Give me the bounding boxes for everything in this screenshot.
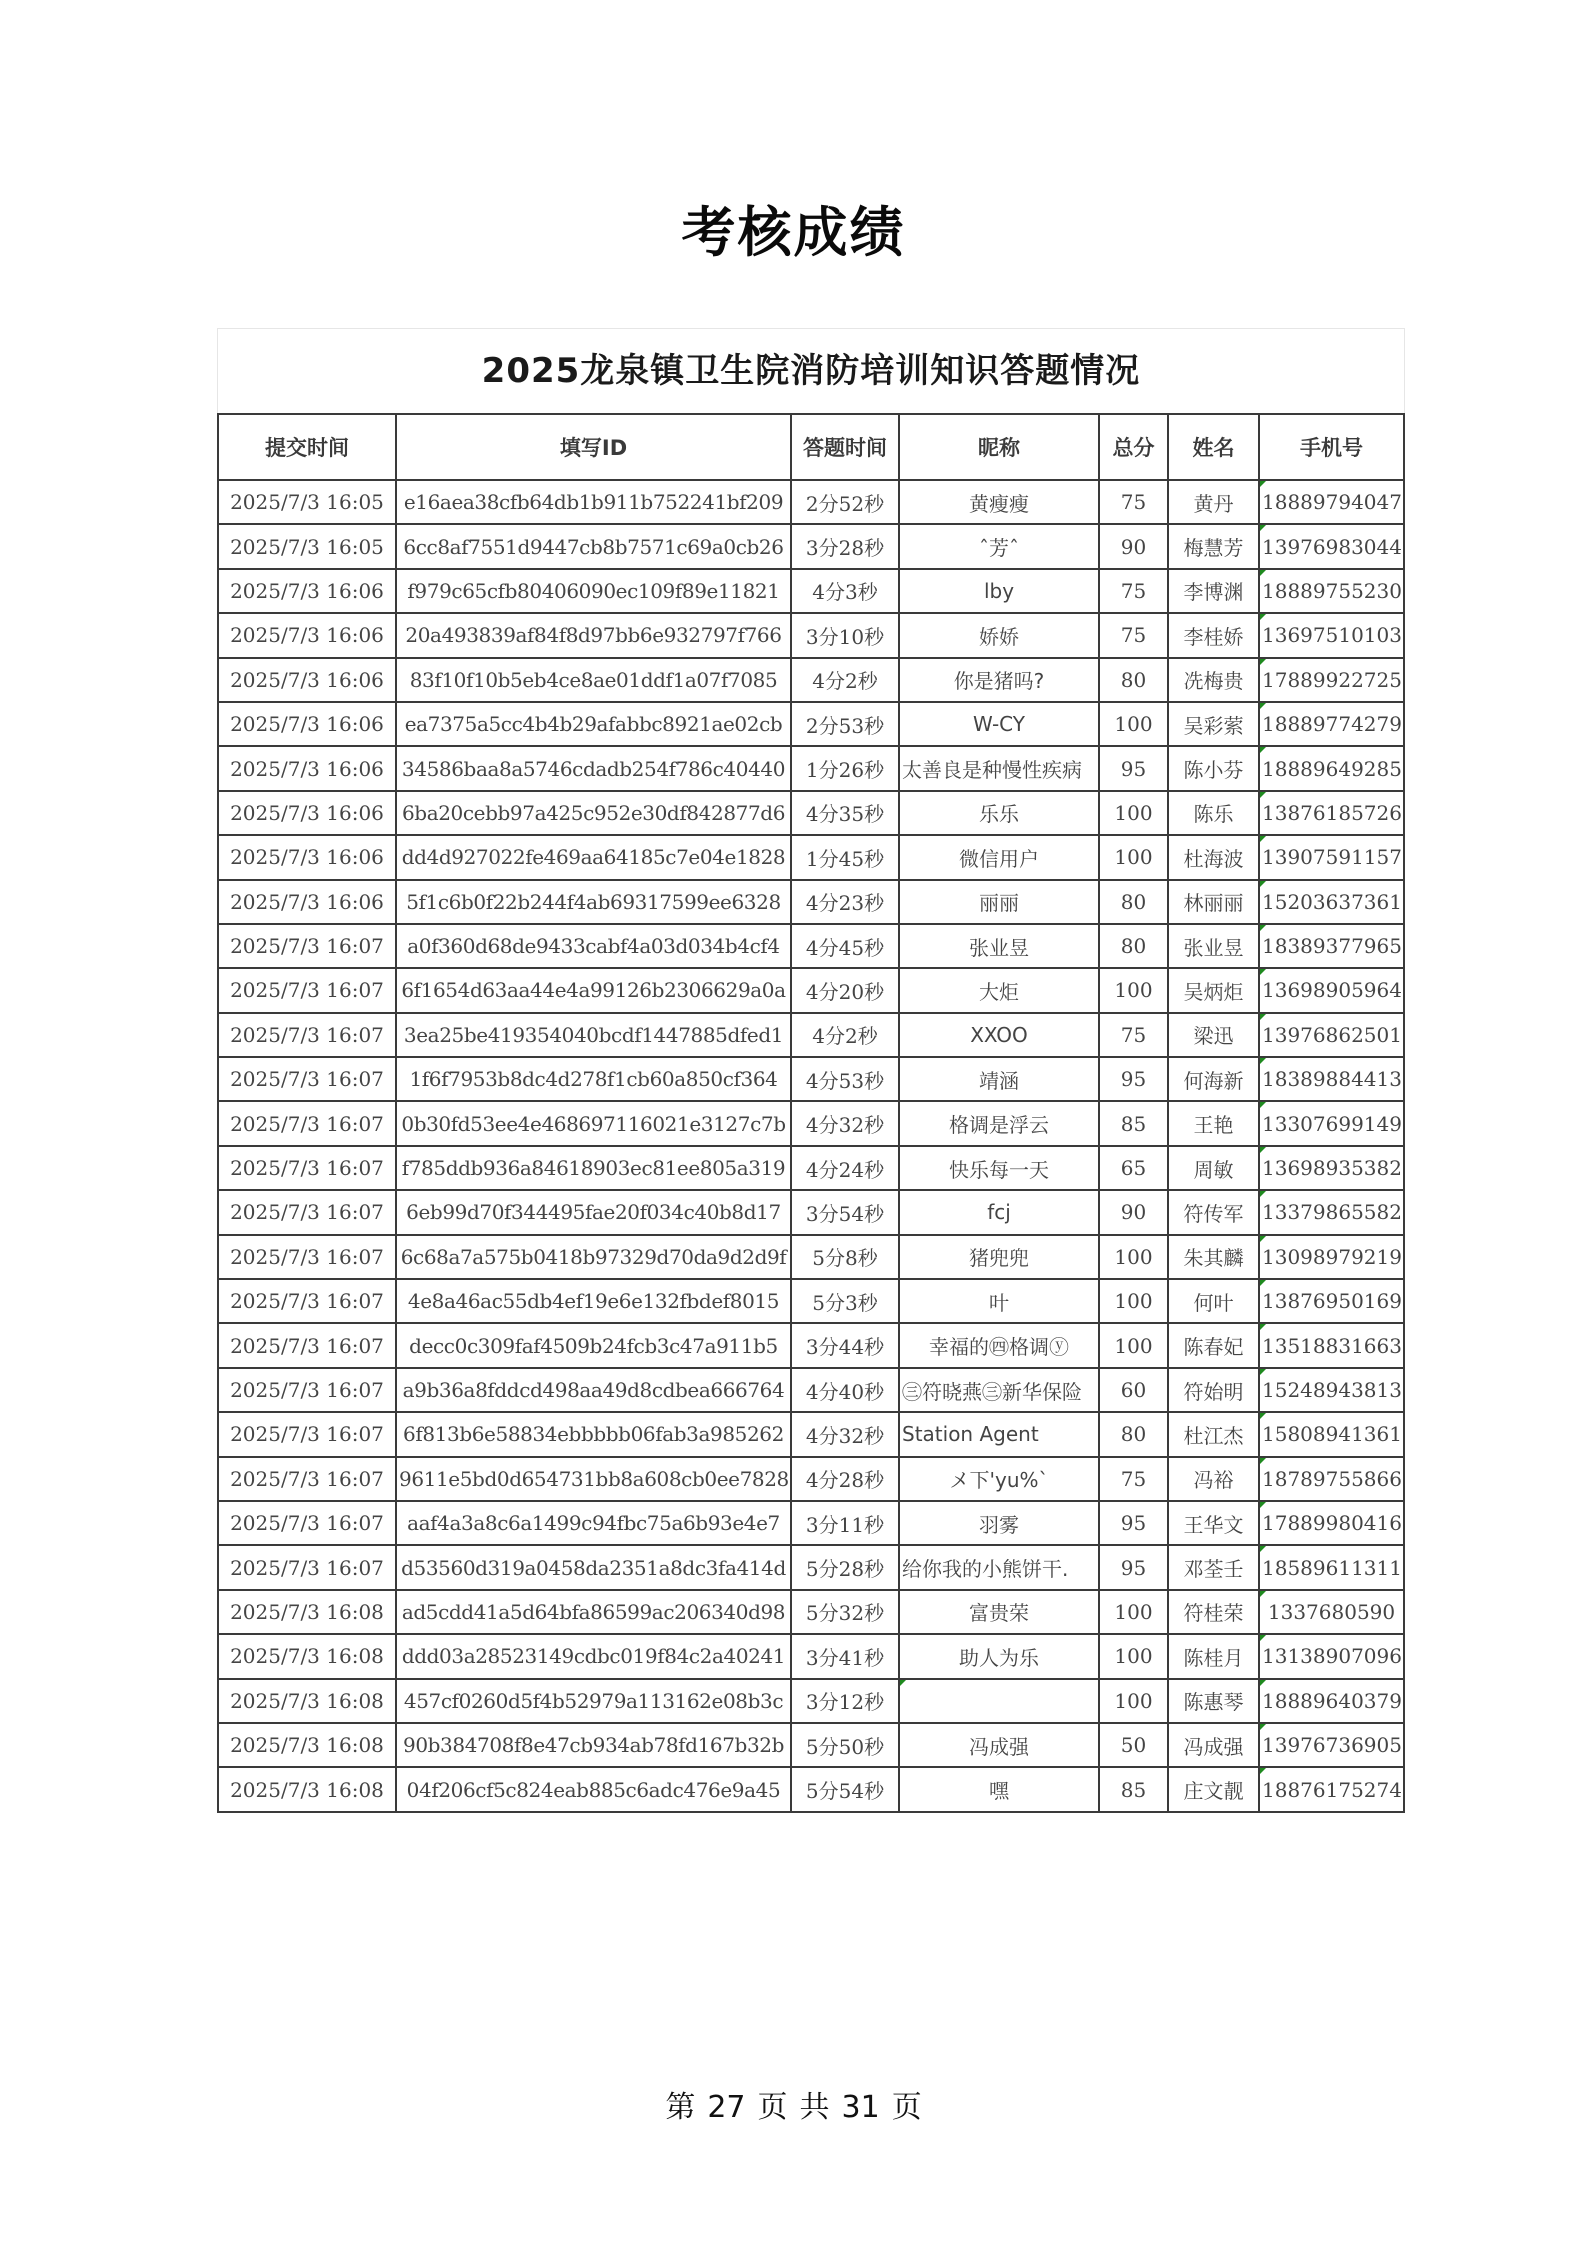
cell-total-score: 100 [1099,968,1168,1012]
cell-fill-id: e16aea38cfb64db1b911b752241bf209 [396,480,791,524]
cell-answer-duration: 4分2秒 [791,658,899,702]
cell-name: 符桂荣 [1168,1590,1259,1634]
cell-answer-duration: 2分53秒 [791,702,899,746]
cell-answer-duration: 5分32秒 [791,1590,899,1634]
cell-total-score: 95 [1099,1057,1168,1101]
cell-answer-duration: 1分26秒 [791,746,899,790]
cell-nickname: 快乐每一天 [899,1146,1099,1190]
cell-fill-id: ea7375a5cc4b4b29afabbc8921ae02cb [396,702,791,746]
cell-answer-duration: 4分53秒 [791,1057,899,1101]
cell-answer-duration: 5分50秒 [791,1723,899,1767]
cell-fill-id: 3ea25be419354040bcdf1447885dfed1 [396,1013,791,1057]
table-row [218,1368,1404,1412]
cell-phone: 1337680590 [1259,1590,1404,1634]
cell-fill-id: 6ba20cebb97a425c952e30df842877d6 [396,791,791,835]
table-row [218,1501,1404,1545]
cell-name: 邓荃壬 [1168,1545,1259,1589]
cell-phone: 13697510103 [1259,613,1404,657]
table-row [218,1279,1404,1323]
cell-answer-duration: 4分32秒 [791,1101,899,1145]
cell-submit-time: 2025/7/3 16:07 [218,1412,396,1456]
footer-total-word: 共 [799,2090,830,2125]
cell-nickname [899,1679,1099,1723]
column-header-nickname: 昵称 [899,414,1099,480]
cell-name: 陈桂月 [1168,1634,1259,1678]
cell-total-score: 80 [1099,880,1168,924]
cell-answer-duration: 4分2秒 [791,1013,899,1057]
cell-nickname: 你是猪吗? [899,658,1099,702]
table-row [218,1013,1404,1057]
cell-nickname: 助人为乐 [899,1634,1099,1678]
cell-phone: 13379865582 [1259,1190,1404,1234]
page-title: 考核成绩 [681,201,906,264]
cell-phone: 13518831663 [1259,1323,1404,1367]
cell-fill-id: 90b384708f8e47cb934ab78fd167b32b [396,1723,791,1767]
cell-answer-duration: 4分3秒 [791,569,899,613]
cell-nickname: ㊂符晓燕㊂新华保险 [899,1368,1099,1412]
cell-total-score: 75 [1099,1457,1168,1501]
cell-answer-duration: 2分52秒 [791,480,899,524]
cell-name: 符始明 [1168,1368,1259,1412]
cell-submit-time: 2025/7/3 16:07 [218,1013,396,1057]
cell-name: 吴彩萦 [1168,702,1259,746]
cell-phone: 13307699149 [1259,1101,1404,1145]
cell-name: 陈小芬 [1168,746,1259,790]
cell-answer-duration: 3分10秒 [791,613,899,657]
footer-page-word: 页 [757,2090,788,2125]
score-sheet [217,328,1405,1813]
cell-name: 周敏 [1168,1146,1259,1190]
cell-submit-time: 2025/7/3 16:07 [218,924,396,968]
cell-answer-duration: 3分54秒 [791,1190,899,1234]
cell-name: 梁迅 [1168,1013,1259,1057]
cell-total-score: 95 [1099,1545,1168,1589]
cell-name: 梅慧芳 [1168,524,1259,568]
table-row [218,1457,1404,1501]
table-body [218,480,1404,1812]
cell-submit-time: 2025/7/3 16:08 [218,1723,396,1767]
cell-name: 庄文靓 [1168,1767,1259,1811]
cell-phone: 13976862501 [1259,1013,1404,1057]
cell-nickname: fcj [899,1190,1099,1234]
table-row [218,746,1404,790]
cell-name: 朱其麟 [1168,1235,1259,1279]
cell-phone: 18889649285 [1259,746,1404,790]
cell-name: 李桂娇 [1168,613,1259,657]
cell-answer-duration: 5分54秒 [791,1767,899,1811]
cell-total-score: 75 [1099,480,1168,524]
table-row [218,1723,1404,1767]
cell-name: 杜海波 [1168,835,1259,879]
cell-fill-id: 6c68a7a575b0418b97329d70da9d2d9f [396,1235,791,1279]
cell-submit-time: 2025/7/3 16:07 [218,1457,396,1501]
cell-name: 陈惠琴 [1168,1679,1259,1723]
cell-submit-time: 2025/7/3 16:05 [218,524,396,568]
cell-answer-duration: 4分35秒 [791,791,899,835]
cell-name: 冯成强 [1168,1723,1259,1767]
cell-fill-id: ad5cdd41a5d64bfa86599ac206340d98 [396,1590,791,1634]
column-header-submit-time: 提交时间 [218,414,396,480]
cell-answer-duration: 5分8秒 [791,1235,899,1279]
cell-total-score: 95 [1099,1501,1168,1545]
table-row [218,1235,1404,1279]
table-row [218,1323,1404,1367]
cell-phone: 13976736905 [1259,1723,1404,1767]
cell-nickname: 幸福的㊃格调ⓨ [899,1323,1099,1367]
cell-phone: 13698905964 [1259,968,1404,1012]
footer-current-page: 27 [707,2090,746,2125]
cell-total-score: 100 [1099,791,1168,835]
cell-phone: 13698935382 [1259,1146,1404,1190]
footer-suffix: 页 [891,2090,922,2125]
cell-name: 杜江杰 [1168,1412,1259,1456]
cell-phone: 13138907096 [1259,1634,1404,1678]
cell-submit-time: 2025/7/3 16:06 [218,613,396,657]
cell-nickname: 张业昱 [899,924,1099,968]
cell-name: 王艳 [1168,1101,1259,1145]
column-header-answer-duration: 答题时间 [791,414,899,480]
cell-name: 符传军 [1168,1190,1259,1234]
column-header-fill-id: 填写ID [396,414,791,480]
cell-fill-id: a9b36a8fddcd498aa49d8cdbea666764 [396,1368,791,1412]
cell-nickname: 乐乐 [899,791,1099,835]
cell-fill-id: 5f1c6b0f22b244f4ab69317599ee6328 [396,880,791,924]
cell-name: 陈春妃 [1168,1323,1259,1367]
cell-total-score: 100 [1099,1279,1168,1323]
cell-total-score: 95 [1099,746,1168,790]
cell-total-score: 60 [1099,1368,1168,1412]
cell-fill-id: 6cc8af7551d9447cb8b7571c69a0cb26 [396,524,791,568]
cell-name: 陈乐 [1168,791,1259,835]
column-header-total-score: 总分 [1099,414,1168,480]
table-row [218,524,1404,568]
cell-submit-time: 2025/7/3 16:07 [218,1101,396,1145]
table-row [218,1101,1404,1145]
cell-nickname: 羽雾 [899,1501,1099,1545]
cell-name: 林丽丽 [1168,880,1259,924]
cell-phone: 18876175274 [1259,1767,1404,1811]
cell-nickname: 黄瘦瘦 [899,480,1099,524]
page-footer [0,2082,1587,2126]
cell-nickname: XXOO [899,1013,1099,1057]
cell-fill-id: 9611e5bd0d654731bb8a608cb0ee7828 [396,1457,791,1501]
cell-total-score: 100 [1099,1323,1168,1367]
cell-name: 何叶 [1168,1279,1259,1323]
cell-submit-time: 2025/7/3 16:08 [218,1767,396,1811]
cell-answer-duration: 5分28秒 [791,1545,899,1589]
cell-submit-time: 2025/7/3 16:07 [218,1323,396,1367]
cell-total-score: 100 [1099,835,1168,879]
cell-name: 何海新 [1168,1057,1259,1101]
cell-submit-time: 2025/7/3 16:07 [218,1057,396,1101]
table-header-row [218,414,1404,480]
cell-total-score: 75 [1099,1013,1168,1057]
cell-phone: 13976983044 [1259,524,1404,568]
table-row [218,1545,1404,1589]
cell-fill-id: 34586baa8a5746cdadb254f786c40440 [396,746,791,790]
cell-answer-duration: 3分28秒 [791,524,899,568]
cell-total-score: 100 [1099,702,1168,746]
cell-nickname: 猪兜兜 [899,1235,1099,1279]
cell-fill-id: 83f10f10b5eb4ce8ae01ddf1a07f7085 [396,658,791,702]
table-row [218,835,1404,879]
cell-answer-duration: 4分20秒 [791,968,899,1012]
cell-answer-duration: 4分32秒 [791,1412,899,1456]
cell-name: 李博渊 [1168,569,1259,613]
cell-phone: 18589611311 [1259,1545,1404,1589]
cell-total-score: 100 [1099,1679,1168,1723]
cell-phone: 18789755866 [1259,1457,1404,1501]
cell-submit-time: 2025/7/3 16:07 [218,1279,396,1323]
cell-total-score: 80 [1099,658,1168,702]
cell-nickname: 太善良是种慢性疾病 [899,746,1099,790]
cell-nickname: 娇娇 [899,613,1099,657]
table-row [218,658,1404,702]
footer-prefix: 第 [665,2090,696,2125]
cell-submit-time: 2025/7/3 16:08 [218,1634,396,1678]
cell-submit-time: 2025/7/3 16:07 [218,1501,396,1545]
cell-answer-duration: 3分44秒 [791,1323,899,1367]
cell-nickname: 富贵荣 [899,1590,1099,1634]
cell-phone: 18889794047 [1259,480,1404,524]
cell-name: 冯裕 [1168,1457,1259,1501]
cell-name: 张业昱 [1168,924,1259,968]
cell-answer-duration: 3分11秒 [791,1501,899,1545]
cell-nickname: 格调是浮云 [899,1101,1099,1145]
cell-submit-time: 2025/7/3 16:06 [218,702,396,746]
table-row [218,791,1404,835]
table-row [218,1146,1404,1190]
cell-answer-duration: 4分28秒 [791,1457,899,1501]
table-row [218,1412,1404,1456]
cell-phone: 15203637361 [1259,880,1404,924]
cell-submit-time: 2025/7/3 16:08 [218,1679,396,1723]
cell-nickname: 冯成强 [899,1723,1099,1767]
cell-fill-id: a0f360d68de9433cabf4a03d034b4cf4 [396,924,791,968]
table-row [218,1590,1404,1634]
cell-fill-id: dd4d927022fe469aa64185c7e04e1828 [396,835,791,879]
cell-phone: 13098979219 [1259,1235,1404,1279]
table-row [218,1190,1404,1234]
column-header-name: 姓名 [1168,414,1259,480]
cell-submit-time: 2025/7/3 16:07 [218,1190,396,1234]
cell-phone: 13876185726 [1259,791,1404,835]
column-header-phone: 手机号 [1259,414,1404,480]
cell-fill-id: decc0c309faf4509b24fcb3c47a911b5 [396,1323,791,1367]
cell-submit-time: 2025/7/3 16:06 [218,746,396,790]
cell-answer-duration: 5分3秒 [791,1279,899,1323]
cell-phone: 18889755230 [1259,569,1404,613]
cell-submit-time: 2025/7/3 16:08 [218,1590,396,1634]
cell-phone: 13907591157 [1259,835,1404,879]
cell-nickname: 叶 [899,1279,1099,1323]
cell-fill-id: 20a493839af84f8d97bb6e932797f766 [396,613,791,657]
cell-total-score: 85 [1099,1767,1168,1811]
cell-nickname: W-CY [899,702,1099,746]
cell-answer-duration: 3分41秒 [791,1634,899,1678]
cell-submit-time: 2025/7/3 16:06 [218,791,396,835]
cell-submit-time: 2025/7/3 16:05 [218,480,396,524]
table-row [218,880,1404,924]
cell-answer-duration: 4分24秒 [791,1146,899,1190]
cell-nickname: 丽丽 [899,880,1099,924]
cell-total-score: 90 [1099,1190,1168,1234]
table-row [218,480,1404,524]
cell-fill-id: 6eb99d70f344495fae20f034c40b8d17 [396,1190,791,1234]
cell-submit-time: 2025/7/3 16:06 [218,835,396,879]
cell-nickname: 微信用户 [899,835,1099,879]
cell-fill-id: ddd03a28523149cdbc019f84c2a40241 [396,1634,791,1678]
cell-phone: 15248943813 [1259,1368,1404,1412]
cell-answer-duration: 1分45秒 [791,835,899,879]
cell-submit-time: 2025/7/3 16:06 [218,880,396,924]
cell-nickname: 给你我的小熊饼干. [899,1545,1099,1589]
cell-fill-id: 457cf0260d5f4b52979a113162e08b3c [396,1679,791,1723]
cell-fill-id: 6f1654d63aa44e4a99126b2306629a0a [396,968,791,1012]
cell-submit-time: 2025/7/3 16:07 [218,1545,396,1589]
cell-fill-id: aaf4a3a8c6a1499c94fbc75a6b93e4e7 [396,1501,791,1545]
cell-submit-time: 2025/7/3 16:06 [218,658,396,702]
cell-nickname: lby [899,569,1099,613]
cell-phone: 18389377965 [1259,924,1404,968]
footer-total-pages: 31 [841,2090,880,2125]
cell-fill-id: 04f206cf5c824eab885c6adc476e9a45 [396,1767,791,1811]
cell-total-score: 100 [1099,1235,1168,1279]
cell-phone: 18889640379 [1259,1679,1404,1723]
cell-nickname: 大炬 [899,968,1099,1012]
cell-fill-id: f979c65cfb80406090ec109f89e11821 [396,569,791,613]
cell-nickname: Station Agent [899,1412,1099,1456]
table-row [218,924,1404,968]
cell-total-score: 100 [1099,1634,1168,1678]
cell-name: 吴炳炬 [1168,968,1259,1012]
cell-answer-duration: 4分40秒 [791,1368,899,1412]
cell-phone: 17889922725 [1259,658,1404,702]
cell-answer-duration: 3分12秒 [791,1679,899,1723]
cell-nickname: ˆ芳ˆ [899,524,1099,568]
cell-fill-id: 4e8a46ac55db4ef19e6e132fbdef8015 [396,1279,791,1323]
cell-name: 冼梅贵 [1168,658,1259,702]
cell-phone: 17889980416 [1259,1501,1404,1545]
score-table [217,413,1405,1813]
cell-nickname: 嘿 [899,1767,1099,1811]
cell-submit-time: 2025/7/3 16:07 [218,1368,396,1412]
cell-total-score: 75 [1099,613,1168,657]
table-row [218,968,1404,1012]
cell-phone: 18389884413 [1259,1057,1404,1101]
cell-nickname: 靖涵 [899,1057,1099,1101]
table-row [218,702,1404,746]
cell-submit-time: 2025/7/3 16:07 [218,1235,396,1279]
cell-phone: 18889774279 [1259,702,1404,746]
cell-submit-time: 2025/7/3 16:07 [218,968,396,1012]
cell-fill-id: 1f6f7953b8dc4d278f1cb60a850cf364 [396,1057,791,1101]
cell-total-score: 50 [1099,1723,1168,1767]
cell-fill-id: f785ddb936a84618903ec81ee805a319 [396,1146,791,1190]
cell-fill-id: 0b30fd53ee4e468697116021e3127c7b [396,1101,791,1145]
cell-fill-id: d53560d319a0458da2351a8dc3fa414d [396,1545,791,1589]
cell-phone: 13876950169 [1259,1279,1404,1323]
cell-total-score: 85 [1099,1101,1168,1145]
cell-total-score: 80 [1099,924,1168,968]
cell-name: 黄丹 [1168,480,1259,524]
table-row [218,1057,1404,1101]
table-row [218,1634,1404,1678]
cell-total-score: 100 [1099,1590,1168,1634]
cell-nickname: メ下'yu%` [899,1457,1099,1501]
cell-submit-time: 2025/7/3 16:06 [218,569,396,613]
table-row [218,1679,1404,1723]
cell-total-score: 65 [1099,1146,1168,1190]
cell-total-score: 75 [1099,569,1168,613]
cell-fill-id: 6f813b6e58834ebbbbb06fab3a985262 [396,1412,791,1456]
cell-answer-duration: 4分45秒 [791,924,899,968]
sheet-title: 2025龙泉镇卫生院消防培训知识答题情况 [481,351,1141,391]
table-row [218,569,1404,613]
cell-total-score: 80 [1099,1412,1168,1456]
cell-name: 王华文 [1168,1501,1259,1545]
cell-submit-time: 2025/7/3 16:07 [218,1146,396,1190]
table-row [218,613,1404,657]
cell-answer-duration: 4分23秒 [791,880,899,924]
cell-phone: 15808941361 [1259,1412,1404,1456]
cell-total-score: 90 [1099,524,1168,568]
table-row [218,1767,1404,1811]
